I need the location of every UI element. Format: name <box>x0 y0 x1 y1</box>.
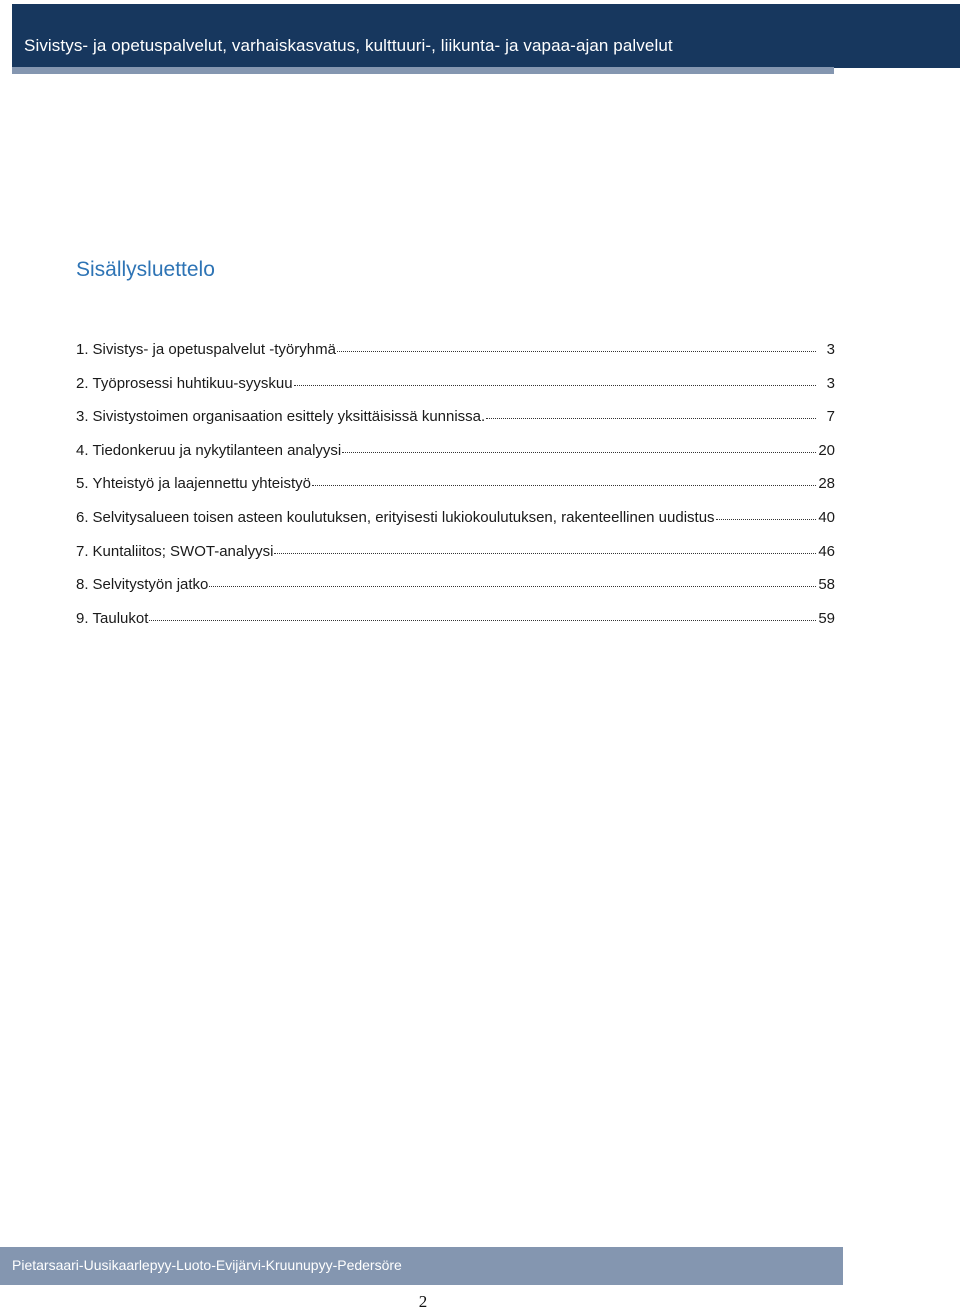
toc-entry[interactable] <box>76 373 835 407</box>
toc-entry-number: 7. <box>76 542 89 560</box>
toc-entry[interactable] <box>76 541 835 575</box>
toc-entry[interactable] <box>76 608 835 642</box>
toc-leader-dots <box>312 471 816 486</box>
toc-entry-number: 4. <box>76 441 89 459</box>
toc-leader-dots <box>149 606 816 621</box>
toc-entry-title: Sivistys- ja opetuspalvelut -työryhmä <box>92 341 336 358</box>
toc-entry-page: 20 <box>818 441 835 459</box>
toc-entry-number: 1. <box>76 341 89 358</box>
toc-entry-page: 3 <box>826 374 835 392</box>
toc-entry-page: 28 <box>818 475 835 493</box>
toc-entry-title: Kuntaliitos; SWOT-analyysi <box>92 542 274 560</box>
toc-entry-title: Selvitystyön jatko <box>92 576 209 594</box>
table-of-contents <box>76 339 835 641</box>
toc-entry[interactable] <box>76 406 835 440</box>
toc-entry-page: 59 <box>818 609 835 627</box>
toc-leader-dots <box>716 505 816 520</box>
toc-entry-page: 40 <box>818 508 835 526</box>
toc-heading: Sisällysluettelo <box>76 258 215 281</box>
page-number: 2 <box>418 1292 428 1311</box>
toc-entry[interactable] <box>76 339 835 373</box>
toc-leader-dots <box>337 337 816 352</box>
toc-leader-dots <box>274 539 816 554</box>
toc-entry-title: Taulukot <box>92 609 149 627</box>
footer-right-block <box>843 1247 960 1285</box>
toc-entry-title: Sivistystoimen organisaation esittely yksittäisissä kunnissa. <box>92 408 486 426</box>
toc-entry-page: 3 <box>826 341 835 358</box>
header-underline <box>12 67 834 74</box>
toc-entry-title: Yhteistyö ja laajennettu yhteistyö <box>92 475 311 493</box>
header-band <box>12 4 960 68</box>
toc-entry[interactable] <box>76 574 835 608</box>
toc-entry[interactable] <box>76 507 835 541</box>
toc-entry-page: 58 <box>818 576 835 594</box>
toc-leader-dots <box>209 572 816 587</box>
toc-entry-page: 7 <box>826 408 835 426</box>
toc-entry-number: 2. <box>76 374 89 392</box>
toc-entry[interactable] <box>76 473 835 507</box>
toc-leader-dots <box>342 438 816 453</box>
toc-entry-title: Työprosessi huhtikuu-syyskuu <box>92 374 293 392</box>
toc-entry-number: 9. <box>76 609 89 627</box>
toc-entry-page: 46 <box>818 542 835 560</box>
toc-entry[interactable] <box>76 440 835 474</box>
footer-text: Pietarsaari-Uusikaarlepyy-Luoto-Evijärvi-Kruunupyy-Pedersöre <box>12 1257 402 1273</box>
toc-entry-number: 8. <box>76 576 89 594</box>
toc-entry-title: Selvitysalueen toisen asteen koulutuksen, erityisesti lukiokoulutuksen, rakenteellinen uudistus <box>92 508 715 526</box>
header-title: Sivistys- ja opetuspalvelut, varhaiskasvatus, kulttuuri-, liikunta- ja vapaa-ajan palvelut <box>24 36 673 55</box>
toc-entry-number: 3. <box>76 408 89 426</box>
toc-leader-dots <box>294 371 816 386</box>
toc-entry-number: 6. <box>76 508 89 526</box>
toc-entry-number: 5. <box>76 475 89 493</box>
toc-leader-dots <box>486 404 816 419</box>
footer-band <box>0 1247 843 1285</box>
toc-entry-title: Tiedonkeruu ja nykytilanteen analyysi <box>92 441 342 459</box>
